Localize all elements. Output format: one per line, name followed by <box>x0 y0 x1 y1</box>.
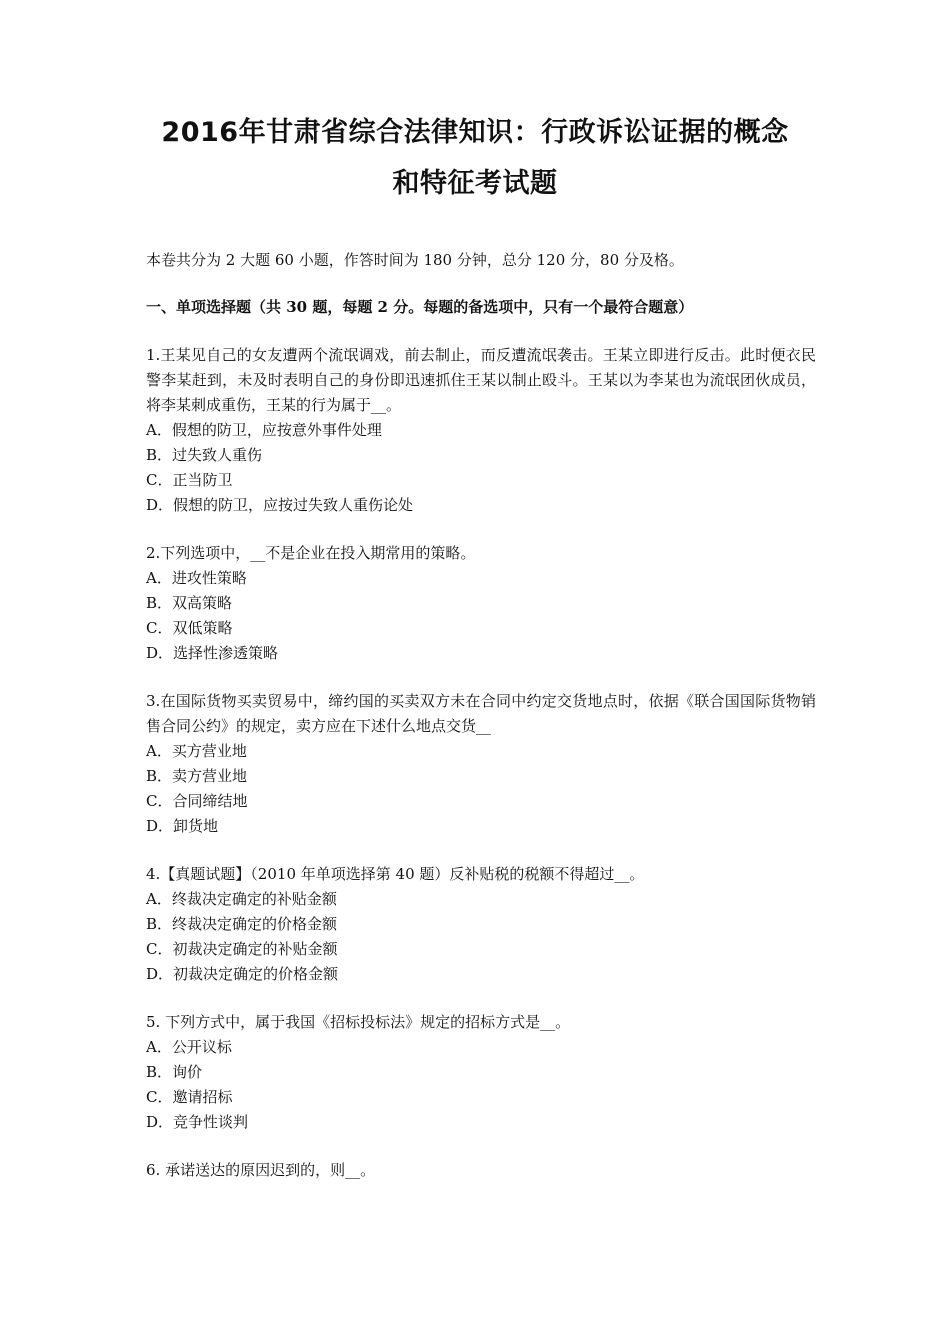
option-d: D．选择性渗透策略 <box>146 644 279 662</box>
question-stem: 1.王某见自己的女友遭两个流氓调戏，前去制止，而反遭流氓袭击。王某立即进行反击。此时便衣民警李某赶到，未及时表明自己的身份即迅速抓住王某以制止殴斗。王某以为李某也为流氓团伙成员，将李某刺成重伤，王某的行为属于__。 <box>146 346 816 414</box>
question-stem: 3.在国际货物买卖贸易中，缔约国的买卖双方未在合同中约定交货地点时，依据《联合国国际货物销售合同公约》的规定，卖方应在下述什么地点交货__ <box>146 692 816 735</box>
option-c: C．邀请招标 <box>146 1088 233 1106</box>
question-4 <box>146 862 816 987</box>
option-c: C．双低策略 <box>146 619 233 637</box>
exam-intro: 本卷共分为 2 大题 60 小题，作答时间为 180 分钟，总分 120 分，80 分及格。 <box>146 251 684 269</box>
question-5 <box>146 1010 816 1135</box>
exam-body <box>146 248 816 1183</box>
option-b: B．询价 <box>146 1063 203 1081</box>
question-stem: 2.下列选项中，__不是企业在投入期常用的策略。 <box>146 544 476 562</box>
section-heading: 一、单项选择题（共 30 题，每题 2 分。每题的备选项中，只有一个最符合题意） <box>146 298 694 316</box>
question-stem: 4.【真题试题】（2010 年单项选择第 40 题）反补贴税的税额不得超过__。 <box>146 865 645 883</box>
question-1 <box>146 343 816 518</box>
option-c: C．正当防卫 <box>146 471 233 489</box>
option-b: B．过失致人重伤 <box>146 446 263 464</box>
page-title: 2016年甘肃省综合法律知识：行政诉讼证据的概念 <box>161 117 789 148</box>
question-stem: 5. 下列方式中，属于我国《招标投标法》规定的招标方式是__。 <box>146 1013 571 1031</box>
option-d: D．竞争性谈判 <box>146 1113 249 1131</box>
option-a: A．假想的防卫，应按意外事件处理 <box>146 421 382 439</box>
option-c: C．合同缔结地 <box>146 792 248 810</box>
option-b: B．卖方营业地 <box>146 767 248 785</box>
option-a: A．终裁决定确定的补贴金额 <box>146 890 337 908</box>
question-6 <box>146 1158 816 1183</box>
option-a: A．公开议标 <box>146 1038 232 1056</box>
question-3 <box>146 689 816 839</box>
option-a: A．进攻性策略 <box>146 569 247 587</box>
option-b: B．终裁决定确定的价格金额 <box>146 915 338 933</box>
option-d: D．假想的防卫，应按过失致人重伤论处 <box>146 496 414 514</box>
option-c: C．初裁决定确定的补贴金额 <box>146 940 338 958</box>
page-title-continued: 和特征考试题 <box>392 168 558 199</box>
question-stem: 6. 承诺送达的原因迟到的，则__。 <box>146 1161 376 1179</box>
question-2 <box>146 541 816 666</box>
option-d: D．卸货地 <box>146 817 219 835</box>
option-a: A．买方营业地 <box>146 742 247 760</box>
option-d: D．初裁决定确定的价格金额 <box>146 965 339 983</box>
option-b: B．双高策略 <box>146 594 233 612</box>
